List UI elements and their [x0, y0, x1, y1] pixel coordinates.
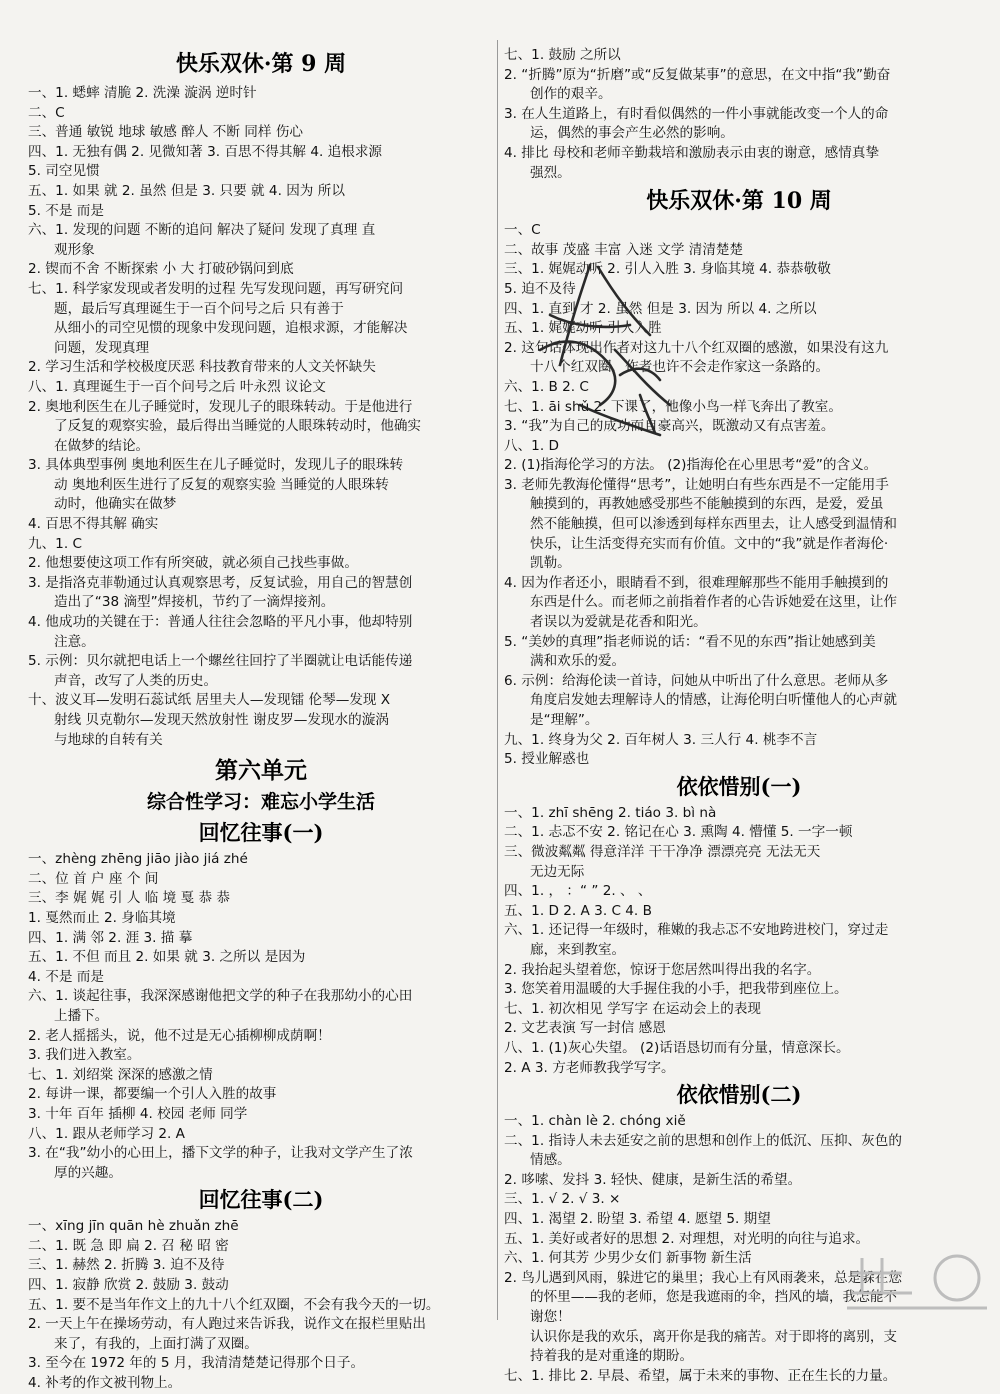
right-answer-line: 一、1. zhī shēng 2. tiáo 3. bì nà [504, 804, 717, 821]
right-answer-line: 2. 文艺表演 写一封信 感恩 [504, 1020, 666, 1037]
left-answer-line: 射线 贝克勒尔—发现天然放射性 谢皮罗—发现水的漩涡 [54, 712, 389, 728]
right-answer-line: 一、C [504, 222, 541, 239]
left-answer-line: 三、1. 赫然 2. 折腾 3. 迫不及待 [28, 1257, 225, 1274]
left-answer-line: 二、C [28, 104, 65, 121]
right-answer-line: 无边无际 [530, 863, 585, 880]
right-answer-line: 七、1. 鼓励 之所以 [504, 47, 621, 63]
right-answer-line: 的怀里——我的老师，您是我遮雨的伞，挡风的墙，我怎能不 [530, 1289, 898, 1306]
left-answer-line: 题，最后写真理诞生于一百个问号之后 只有善于 [54, 300, 344, 317]
left-answer-line: 5. 司空见惯 [28, 163, 100, 180]
right-answer-line: 2. “折腾”原为“折磨”或“反复做某事”的意思，在文中指“我”勤奋 [504, 66, 891, 83]
right-answer-line: 八、1. D [504, 437, 559, 454]
left-answer-line: 十、波义耳—发明石蕊试纸 居里夫人—发现镭 伦琴—发现 X [28, 692, 391, 709]
left-answer-line: 六、1. 发现的问题 不断的追问 解决了疑问 发现了真理 直 [28, 222, 376, 239]
right-answer-line: 2. 哆嗦、发抖 3. 轻快、健康，是新生活的希望。 [504, 1171, 802, 1188]
right-answer-line: 二、故事 茂盛 丰富 入迷 文学 清清楚楚 [504, 241, 744, 258]
right-heading: 依依惜别(二) [676, 1082, 802, 1108]
right-answer-line: 五、1. D 2. A 3. C 4. B [504, 902, 652, 919]
right-answer-line: 一、1. chàn lè 2. chóng xiě [504, 1113, 686, 1130]
right-answer-line: 触摸到的，再教她感受那些不能触摸到的东西，是爱，爱虽 [530, 496, 884, 513]
left-answer-line: 二、1. 既 急 即 扁 2. 召 秘 昭 密 [28, 1237, 229, 1254]
left-answer-line: 四、1. 寂静 欣赏 2. 鼓励 3. 鼓动 [28, 1277, 229, 1294]
right-answer-line: 六、1. 还记得一年级时，稚嫩的我忐忑不安地跨进校门，穿过走 [504, 922, 889, 939]
right-answer-line: 角度启发她去理解诗人的情感，让海伦明白听懂他人的心声就 [530, 692, 898, 709]
column-divider [497, 40, 498, 1320]
right-answer-line: 三、1. √ 2. √ 3. × [504, 1191, 621, 1208]
left-answer-line: 八、1. 跟从老师学习 2. A [28, 1125, 185, 1142]
right-answer-line: 四、1. 直到 才 2. 虽然 但是 3. 因为 所以 4. 之所以 [504, 300, 817, 317]
right-answer-line: 3. 您笑着用温暖的大手握住我的小手，把我带到座位上。 [504, 981, 848, 998]
right-answer-line: 七、1. 排比 2. 早晨、希望，属于未来的事物、正在生长的力量。 [504, 1367, 897, 1384]
right-answer-line: 五、1. 娓娓动听 引人入胜 [504, 320, 662, 337]
right-answer-line: 六、1. 何其芳 少男少女们 新事物 新生活 [504, 1250, 752, 1267]
right-heading: 依依惜别(一) [676, 773, 802, 799]
left-answer-line: 了反复的观察实验，最后得出当睡觉的人眼珠转动时，他确实 [54, 418, 422, 435]
left-answer-line: 三、普通 敏锐 地球 敏感 醉人 不断 同样 伤心 [28, 124, 303, 141]
left-answer-line: 与地球的自转有关 [54, 731, 163, 748]
right-answer-line: 四、1. ， ：“ ” 2. 、 、 [504, 883, 652, 900]
right-answer-line: 创作的艰辛。 [530, 86, 612, 103]
left-answer-line: 来了，有我的，上面打满了双圈。 [54, 1335, 258, 1352]
left-answer-line: 2. 奥地利医生在儿子睡觉时，发现儿子的眼珠转动。于是他进行 [28, 398, 413, 415]
right-answer-line: 然不能触摸，但可以渗透到每样东西里去，让人感受到温情和 [530, 516, 898, 533]
right-answer-line: 八、1. (1)灰心失望。 (2)话语恳切而有分量，情意深长。 [504, 1039, 850, 1056]
left-answer-line: 4. 他成功的关键在于：普通人往往会忽略的平凡小事，他却特别 [28, 614, 413, 631]
left-heading: 回忆往事(一) [198, 820, 324, 846]
left-answer-line: 七、1. 科学家发现或者发明的过程 先写发现问题，再写研究问 [28, 280, 404, 297]
left-answer-line: 2. 老人摇摇头，说，他不过是无心插柳柳成荫啊！ [28, 1027, 331, 1044]
left-answer-line: 九、1. C [28, 535, 82, 552]
left-answer-line: 1. 戛然而止 2. 身临其境 [28, 909, 176, 926]
left-answer-line: 五、1. 如果 就 2. 虽然 但是 3. 只要 就 4. 因为 所以 [28, 182, 345, 199]
right-answer-line: 4. 因为作者还小，眼睛看不到，很难理解那些不能用手触摸到的 [504, 574, 889, 591]
left-answer-line: 一、zhèng zhēng jiāo jiào jiá zhé [28, 851, 248, 868]
right-column [504, 46, 974, 1386]
left-answer-line: 一、1. 蟋蟀 清脆 2. 洗澡 漩涡 逆时针 [28, 85, 257, 101]
left-answer-line: 4. 不是 而是 [28, 968, 104, 985]
right-answer-line: 是“理解”。 [530, 712, 599, 728]
right-answer-line: 七、1. 初次相见 学写字 在运动会上的表现 [504, 1000, 762, 1017]
right-answer-line: 2. 我抬起头望着您，惊讶于您居然叫得出我的名字。 [504, 961, 821, 978]
right-answer-line: 3. 老师先教海伦懂得“思考”，让她明白有些东西是不一定能用手 [504, 476, 889, 493]
left-answer-line: 动时，他确实在做梦 [54, 496, 177, 513]
left-heading: 快乐双休·第 9 周 [175, 51, 347, 77]
left-answer-line: 上播下。 [54, 1007, 109, 1024]
left-answer-line: 在做梦的结论。 [54, 437, 150, 454]
right-answer-line: 6. 示例：给海伦读一首诗，问她从中听出了什么意思。老师从多 [504, 672, 889, 689]
right-answer-line: 情感。 [530, 1152, 571, 1169]
left-answer-line: 三、李 娓 娓 引 人 临 境 戛 恭 恭 [28, 890, 231, 907]
left-answer-line: 六、1. 谈起往事，我深深感谢他把文学的种子在我那幼小的心田 [28, 988, 413, 1005]
left-answer-line: 注意。 [54, 633, 95, 650]
right-answer-line: 快乐，让生活变得充实而有价值。文中的“我”就是作者海伦· [530, 535, 889, 552]
left-answer-line: 4. 百思不得其解 确实 [28, 516, 159, 533]
left-answer-line: 2. 他想要使这项工作有所突破，就必须自己找些事做。 [28, 555, 358, 572]
right-answer-line: 3. “我”为自己的成功而自豪高兴，既激动又有点害羞。 [504, 418, 835, 435]
left-answer-line: 五、1. 要不是当年作文上的九十八个红双圈，不会有我今天的一切。 [28, 1296, 440, 1313]
left-answer-line: 3. 十年 百年 插柳 4. 校园 老师 同学 [28, 1105, 248, 1122]
left-answer-line: 2. 锲而不舍 不断探索 小 大 打破砂锅问到底 [28, 261, 294, 278]
right-answer-line: 满和欢乐的爱。 [530, 653, 626, 670]
left-answer-line: 3. 具体典型事例 奥地利医生在儿子睡觉时，发现儿子的眼珠转 [28, 457, 404, 474]
right-answer-line: 2. 这句话体现出作者对这九十八个红双圈的感激，如果没有这九 [504, 339, 889, 356]
right-answer-line: 九、1. 终身为父 2. 百年树人 3. 三人行 4. 桃李不言 [504, 731, 818, 748]
left-answer-line: 四、1. 满 邻 2. 涯 3. 描 摹 [28, 929, 193, 946]
right-answer-line: 5. “美妙的真理”指老师说的话：“看不见的东西”指让她感到美 [504, 633, 876, 650]
right-answer-line: 者误以为爱就是花香和阳光。 [530, 614, 707, 631]
left-answer-line: 造出了“38 滴型”焊接机，节约了一滴焊接剂。 [54, 594, 335, 611]
right-answer-line: 廊，来到教室。 [530, 941, 626, 958]
right-answer-line: 运，偶然的事会产生必然的影响。 [530, 125, 734, 142]
right-answer-line: 七、1. āi shǔ 2. 下课了，他像小鸟一样飞奔出了教室。 [504, 398, 842, 415]
right-answer-line: 认识你是我的欢乐，离开你是我的痛苦。对于即将的离别，支 [530, 1328, 898, 1345]
left-answer-line: 动 奥地利医生进行了反复的观察实验 当睡觉的人眼珠转 [54, 476, 389, 493]
right-answer-line: 二、1. 指诗人未去延安之前的思想和创作上的低沉、压抑、灰色的 [504, 1132, 902, 1149]
left-heading: 第六单元 [215, 757, 307, 785]
right-answer-line: 三、微波粼粼 得意洋洋 干干净净 漂漂亮亮 无法无天 [504, 843, 821, 860]
right-answer-line: 四、1. 渴望 2. 盼望 3. 希望 4. 愿望 5. 期望 [504, 1211, 771, 1228]
left-answer-line: 3. 是指洛克菲勒通过认真观察思考，反复试验，用自己的智慧创 [28, 574, 413, 591]
left-answer-line: 厚的兴趣。 [54, 1164, 122, 1181]
right-answer-line: 东西是什么。而老师之前指着作者的心告诉她爱在这里，让作 [530, 594, 898, 611]
right-answer-line: 2. (1)指海伦学习的方法。 (2)指海伦在心里思考“爱”的含义。 [504, 457, 878, 474]
left-answer-line: 从细小的司空见惯的现象中发现问题，追根求源，才能解决 [54, 320, 408, 337]
left-answer-line: 声音，改写了人类的历史。 [54, 672, 218, 689]
left-answer-line: 2. 学习生活和学校极度厌恶 科技教育带来的人文关怀缺失 [28, 359, 376, 376]
left-column [28, 46, 494, 1394]
right-answer-line: 三、1. 娓娓动听 2. 引人入胜 3. 身临其境 4. 恭恭敬敬 [504, 261, 831, 278]
left-answer-line: 二、位 首 户 座 个 间 [28, 870, 159, 887]
left-answer-line: 3. 我们进入教室。 [28, 1047, 141, 1064]
left-answer-line: 八、1. 真理诞生于一百个问号之后 叶永烈 议论文 [28, 378, 326, 395]
right-answer-line: 持着我的是对重逢的期盼。 [530, 1348, 694, 1365]
left-answer-line: 2. 每讲一课，都要编一个引人入胜的故事 [28, 1086, 277, 1103]
left-answer-line: 七、1. 刘绍棠 深深的感激之情 [28, 1066, 213, 1083]
right-heading: 快乐双休·第 10 周 [646, 188, 832, 215]
left-answer-line: 5. 示例：贝尔就把电话上一个螺丝往回拧了半圈就让电话能传递 [28, 653, 413, 670]
left-heading: 综合性学习：难忘小学生活 [146, 791, 375, 814]
left-answer-line: 问题，发现真理 [54, 339, 150, 356]
right-answer-line: 2. 鸟儿遇到风雨，躲进它的巢里；我心上有风雨袭来，总是躲在您 [504, 1269, 902, 1286]
left-answer-line: 5. 不是 而是 [28, 202, 104, 219]
right-answer-line: 凯勒。 [530, 555, 571, 572]
right-answer-line: 五、1. 美好或者好的思想 2. 对理想，对光明的向往与追求。 [504, 1230, 870, 1247]
right-answer-line: 十八个红双圈，作者也许不会走作家这一条路的。 [530, 359, 830, 376]
right-answer-line: 5. 授业解惑也 [504, 751, 590, 768]
left-answer-line: 五、1. 不但 而且 2. 如果 就 3. 之所以 是因为 [28, 949, 306, 966]
right-answer-line: 强烈。 [530, 164, 571, 181]
right-answer-line: 谢您！ [530, 1309, 571, 1326]
right-answer-line: 4. 排比 母校和老师辛勤栽培和激励表示由衷的谢意，感情真挚 [504, 144, 880, 161]
right-answer-line: 2. A 3. 方老师教我学写字。 [504, 1059, 675, 1076]
left-answer-line: 一、xīng jīn quān hè zhuǎn zhē [28, 1218, 239, 1235]
right-answer-line: 3. 在人生道路上，有时看似偶然的一件小事就能改变一个人的命 [504, 105, 889, 122]
left-answer-line: 观形象 [54, 241, 95, 258]
right-answer-line: 5. 迫不及待 [504, 280, 576, 297]
left-answer-line: 四、1. 无独有偶 2. 见微知著 3. 百思不得其解 4. 追根求源 [28, 143, 383, 160]
left-answer-line: 3. 在“我”幼小的心田上，播下文学的种子，让我对文学产生了浓 [28, 1145, 413, 1162]
left-answer-line: 3. 至今在 1972 年的 5 月，我清清楚楚记得那个日子。 [28, 1355, 365, 1372]
left-answer-line: 4. 补考的作文被刊物上。 [28, 1375, 182, 1392]
right-answer-line: 二、1. 忐忑不安 2. 铭记在心 3. 熏陶 4. 懵懂 5. 一字一顿 [504, 824, 853, 841]
left-heading: 回忆往事(二) [198, 1187, 324, 1213]
left-answer-line: 2. 一天上午在操场劳动，有人跑过来告诉我，说作文在报栏里贴出 [28, 1316, 426, 1333]
right-answer-line: 六、1. B 2. C [504, 378, 589, 395]
